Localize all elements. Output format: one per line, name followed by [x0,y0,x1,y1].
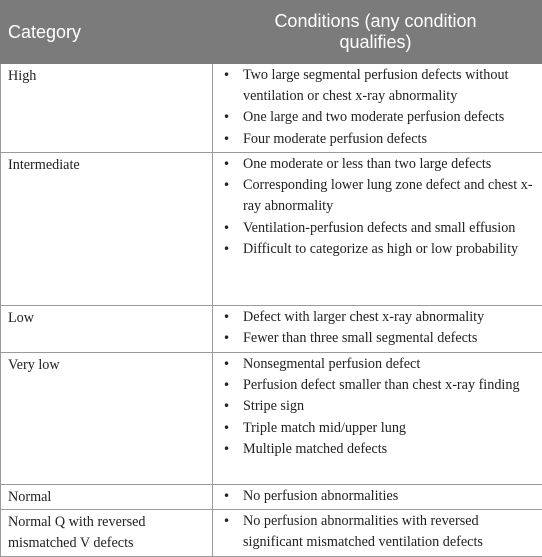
category-cell: Normal Q with reversed mismatched V defects [1,510,213,556]
list-item: • Perfusion defect smaller than chest x-ray finding [213,375,538,396]
conditions-list [213,354,538,460]
list-item: • Corresponding lower lung zone defect and chest x-ray abnormality [213,175,538,217]
list-item: • Fewer than three small segmental defects [213,328,538,349]
conditions-cell [213,153,542,306]
list-item: • Nonsegmental perfusion defect [213,354,538,375]
list-item: • Ventilation-perfusion defects and small effusion [213,218,538,239]
category-cell: Very low [1,353,213,485]
list-item: • Multiple matched defects [213,439,538,460]
header-conditions: Conditions (any condition qualifies) [213,1,542,64]
conditions-list [213,307,538,349]
category-cell: High [1,64,213,153]
conditions-list [213,65,538,150]
category-cell: Low [1,306,213,353]
list-item: • One moderate or less than two large defects [213,154,538,175]
list-item: • Triple match mid/upper lung [213,418,538,439]
list-item: • Stripe sign [213,396,538,417]
list-item: • No perfusion abnormalities [213,486,538,507]
list-item: • Two large segmental perfusion defects without ventilation or chest x-ray abnormality [213,65,538,107]
header-category: Category [1,1,213,64]
table-row [1,353,542,485]
category-cell: Normal [1,485,213,510]
conditions-cell [213,353,542,485]
table-row [1,306,542,353]
conditions-cell [213,485,542,510]
table-header [1,1,542,64]
list-item: • One large and two moderate perfusion defects [213,107,538,128]
table-row [1,485,542,510]
header-row [1,1,542,64]
list-item: • Four moderate perfusion defects [213,129,538,150]
list-item: • No perfusion abnormalities with reversed significant mismatched ventilation defects [213,511,538,553]
conditions-list [213,511,538,553]
conditions-cell [213,64,542,153]
conditions-cell [213,306,542,353]
list-item: • Defect with larger chest x-ray abnormality [213,307,538,328]
conditions-list [213,486,538,507]
list-item: • Difficult to categorize as high or low probability [213,239,538,260]
conditions-list [213,154,538,260]
table-body [1,64,542,557]
category-cell: Intermediate [1,153,213,306]
table-row [1,64,542,153]
table-row [1,510,542,556]
conditions-cell [213,510,542,556]
table-row [1,153,542,306]
